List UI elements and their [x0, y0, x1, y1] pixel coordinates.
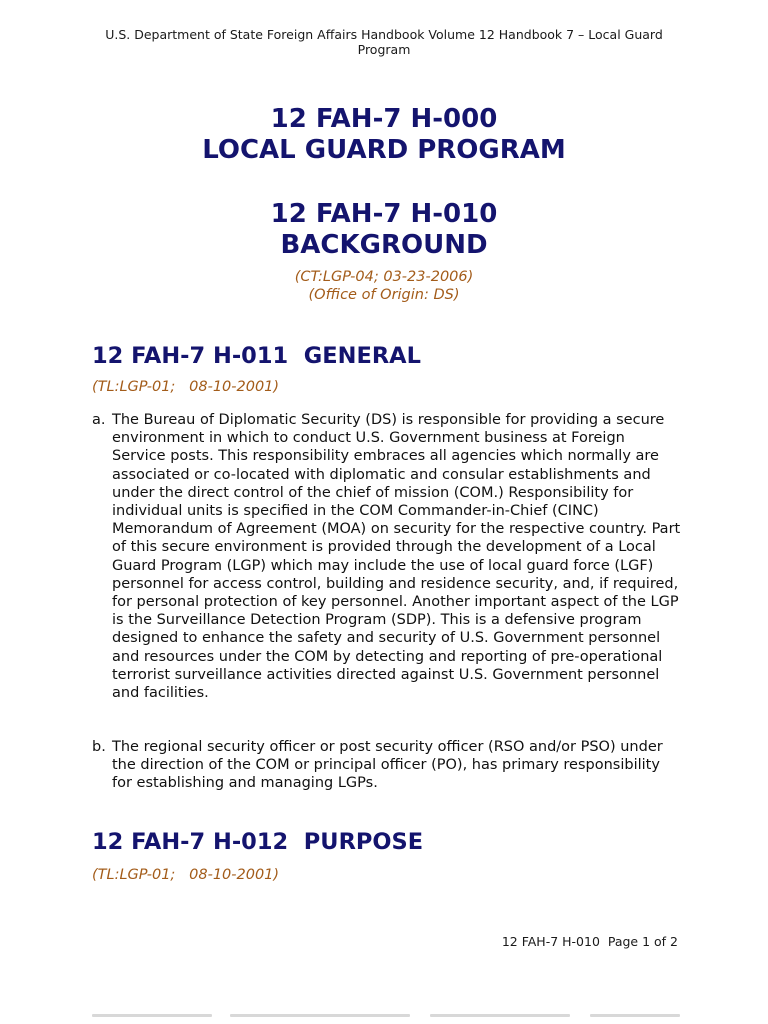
- subchapter-title: [0, 199, 768, 261]
- subchapter-title-code: 12 FAH-7 H-010: [270, 199, 498, 229]
- page-number: 12 FAH-7 H-010 Page 1 of 2: [501, 934, 678, 949]
- paragraph-letter: a.: [92, 412, 106, 428]
- office-of-origin: (Office of Origin: DS): [308, 287, 460, 303]
- chapter-title-name: LOCAL GUARD PROGRAM: [202, 135, 566, 165]
- change-transmittal-block: [0, 268, 768, 304]
- change-transmittal: (CT:LGP-04; 03-23-2006): [294, 269, 474, 285]
- section-transmittal: (TL:LGP-01; 08-10-2001): [92, 379, 280, 395]
- chapter-title-code: 12 FAH-7 H-000: [270, 104, 498, 134]
- paragraph-letter: b.: [92, 739, 106, 755]
- section-transmittal: (TL:LGP-01; 08-10-2001): [92, 867, 280, 883]
- paragraph-text: The regional security officer or post security officer (RSO and/or PSO) under the direction of the COM or principal officer (PO), has primary responsibility for establishing and managing LGPs.: [112, 739, 663, 792]
- paragraph-text: The Bureau of Diplomatic Security (DS) is responsible for providing a secure environment in which to conduct U.S. Government business at Foreign Service posts. This responsibility embraces all agencies which normally are associated or co-located with diplomatic and consular establishments and under the direct control of the chief of mission (COM.) Responsibility for individual units is specified in the COM Commander-in-Chief (CINC) Memorandum of Agreement (MOA) on security for the respective country. Part of this secure environment is provided through the development of a Local Guard Program (LGP) which may include the use of local guard force (LGF) personnel for access control, building and residence security, and, if required, for personal protection of key personnel. Another important aspect of the LGP is the Surveillance Detection Program (SDP). This is a defensive program designed to enhance the safety and security of U.S. Government personnel and resources under the COM by detecting and reporting of pre-operational terrorist surveillance activities directed against U.S. Government personnel and facilities.: [112, 412, 681, 702]
- paragraph-b: [92, 738, 682, 793]
- chapter-title: [0, 104, 768, 166]
- section-heading-purpose: 12 FAH-7 H-012 PURPOSE: [92, 829, 424, 855]
- section-heading-general: 12 FAH-7 H-011 GENERAL: [92, 343, 421, 369]
- running-header: U.S. Department of State Foreign Affairs Handbook Volume 12 Handbook 7 – Local Guard Program: [105, 27, 663, 57]
- next-page-cutoff: [0, 1010, 768, 1024]
- subchapter-title-name: BACKGROUND: [280, 230, 488, 260]
- paragraph-a: [92, 411, 682, 702]
